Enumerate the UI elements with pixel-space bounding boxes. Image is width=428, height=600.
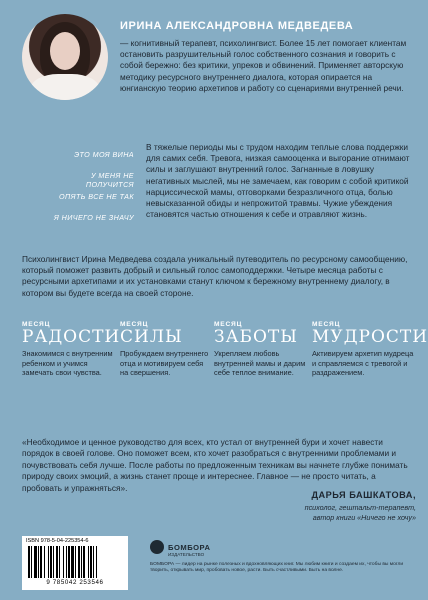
month-wisdom bbox=[312, 321, 428, 378]
barcode bbox=[22, 536, 128, 590]
intro-paragraph: В тяжелые периоды мы с трудом находим теплые слова поддержки для самих себя. Тревога, низкая самооценка и выгорание отнимают силы и заглушают внутренний голос. Загнанные в ловушку негативных мыслей, мы не замечаем, как говорим с собой критикой нарциссической мамы, отговорками безразличного отца, болью невысказанной обиды и непрожитой травмы. Чужие убеждения становятся частью отношения к себе и отравляют жизнь. bbox=[146, 142, 410, 220]
month-desc: Пробуждаем внутреннего отца и мотивируем себя на свершения. bbox=[120, 349, 209, 378]
barcode-digits: 9 785042 253546 bbox=[46, 579, 104, 586]
main-paragraph: Психолингвист Ирина Медведева создала уникальный путеводитель по ресурсному самообщению, который поможет развить добрый и сильный голос самоподдержки. Четыре месяца работы с ресурсными архетипами и их установками станут ключом к бережному внутреннему диалогу, в котором вы будете всегда на своей стороне. bbox=[22, 254, 408, 298]
month-desc: Активируем архетип мудреца и справляемся с тревогой и раздражением. bbox=[312, 349, 414, 378]
month-word: РАДОСТИ bbox=[22, 327, 121, 347]
month-care bbox=[214, 321, 306, 378]
bombora-logo-icon bbox=[150, 540, 164, 554]
month-desc: Знакомимся с внутренним ребенком и учимся замечать свои чувства. bbox=[22, 349, 113, 378]
phrase-item: ОПЯТЬ ВСЕ НЕ ТАК bbox=[59, 192, 134, 201]
author-photo bbox=[22, 14, 108, 100]
quote-author-role: психолог, гештальт-терапевт, bbox=[304, 503, 416, 512]
month-label: МЕСЯЦ bbox=[120, 321, 149, 328]
month-label: МЕСЯЦ bbox=[22, 321, 51, 328]
publisher-logo: БОМБОРА bbox=[168, 543, 211, 552]
author-name: ИРИНА АЛЕКСАНДРОВНА МЕДВЕДЕВА bbox=[120, 20, 354, 32]
quote-author-book: автор книги «Ничего не хочу» bbox=[312, 513, 416, 522]
phrase-item: ЭТО МОЯ ВИНА bbox=[74, 150, 134, 159]
month-label: МЕСЯЦ bbox=[214, 321, 243, 328]
publisher-logo-sub: ИЗДАТЕЛЬСТВО bbox=[168, 552, 205, 557]
month-joy bbox=[22, 321, 121, 378]
month-label: МЕСЯЦ bbox=[312, 321, 341, 328]
phrase-item: Я НИЧЕГО НЕ ЗНАЧУ bbox=[53, 213, 134, 222]
author-bio: — когнитивный терапевт, психолингвист. Более 15 лет помогает клиентам остановить разрушительный голос собственного сознания и говорить с собой бережно: без критики, упреков и обвинений. Применяет авторскую методику ресурсного внутреннего диалога, которая опирается на юнгианскую теорию архетипов и работу со сценариями внутренней речи. bbox=[120, 38, 407, 93]
month-strength bbox=[120, 321, 212, 378]
quote-author: ДАРЬЯ БАШКАТОВА, bbox=[311, 490, 416, 500]
month-desc: Укрепляем любовь внутренней мамы и дарим себе теплое внимание. bbox=[214, 349, 306, 378]
month-word: СИЛЫ bbox=[120, 327, 183, 347]
barcode-bars bbox=[28, 546, 122, 578]
isbn: ISBN 978-5-04-225354-6 bbox=[26, 538, 89, 544]
month-word: МУДРОСТИ bbox=[312, 327, 428, 347]
negative-phrases bbox=[42, 150, 134, 234]
publisher-description: БОМБОРА — лидер на рынке полезных и вдохновляющих книг. Мы любим книги и создаем их, чтобы вы могли творить, открывать мир, пробовать новое, расти. Быть счастливыми. Быть на волне. bbox=[150, 562, 404, 574]
month-word: ЗАБОТЫ bbox=[214, 327, 298, 347]
phrase-item: У МЕНЯ НЕ ПОЛУЧИТСЯ bbox=[85, 171, 134, 189]
quote-text: «Необходимое и ценное руководство для всех, кто устал от внутренней бури и хочет навести порядок в своей голове. Оно поможет всем, кто хочет разобраться с внутренними проблемами и почувствовать себя лучше. После работы по предложенным техникам вы начнете глубже понимать природу своих эмоций, а жизнь станет проще и интереснее. Главное — не просто читать, а пробовать и упражняться». bbox=[22, 437, 408, 493]
